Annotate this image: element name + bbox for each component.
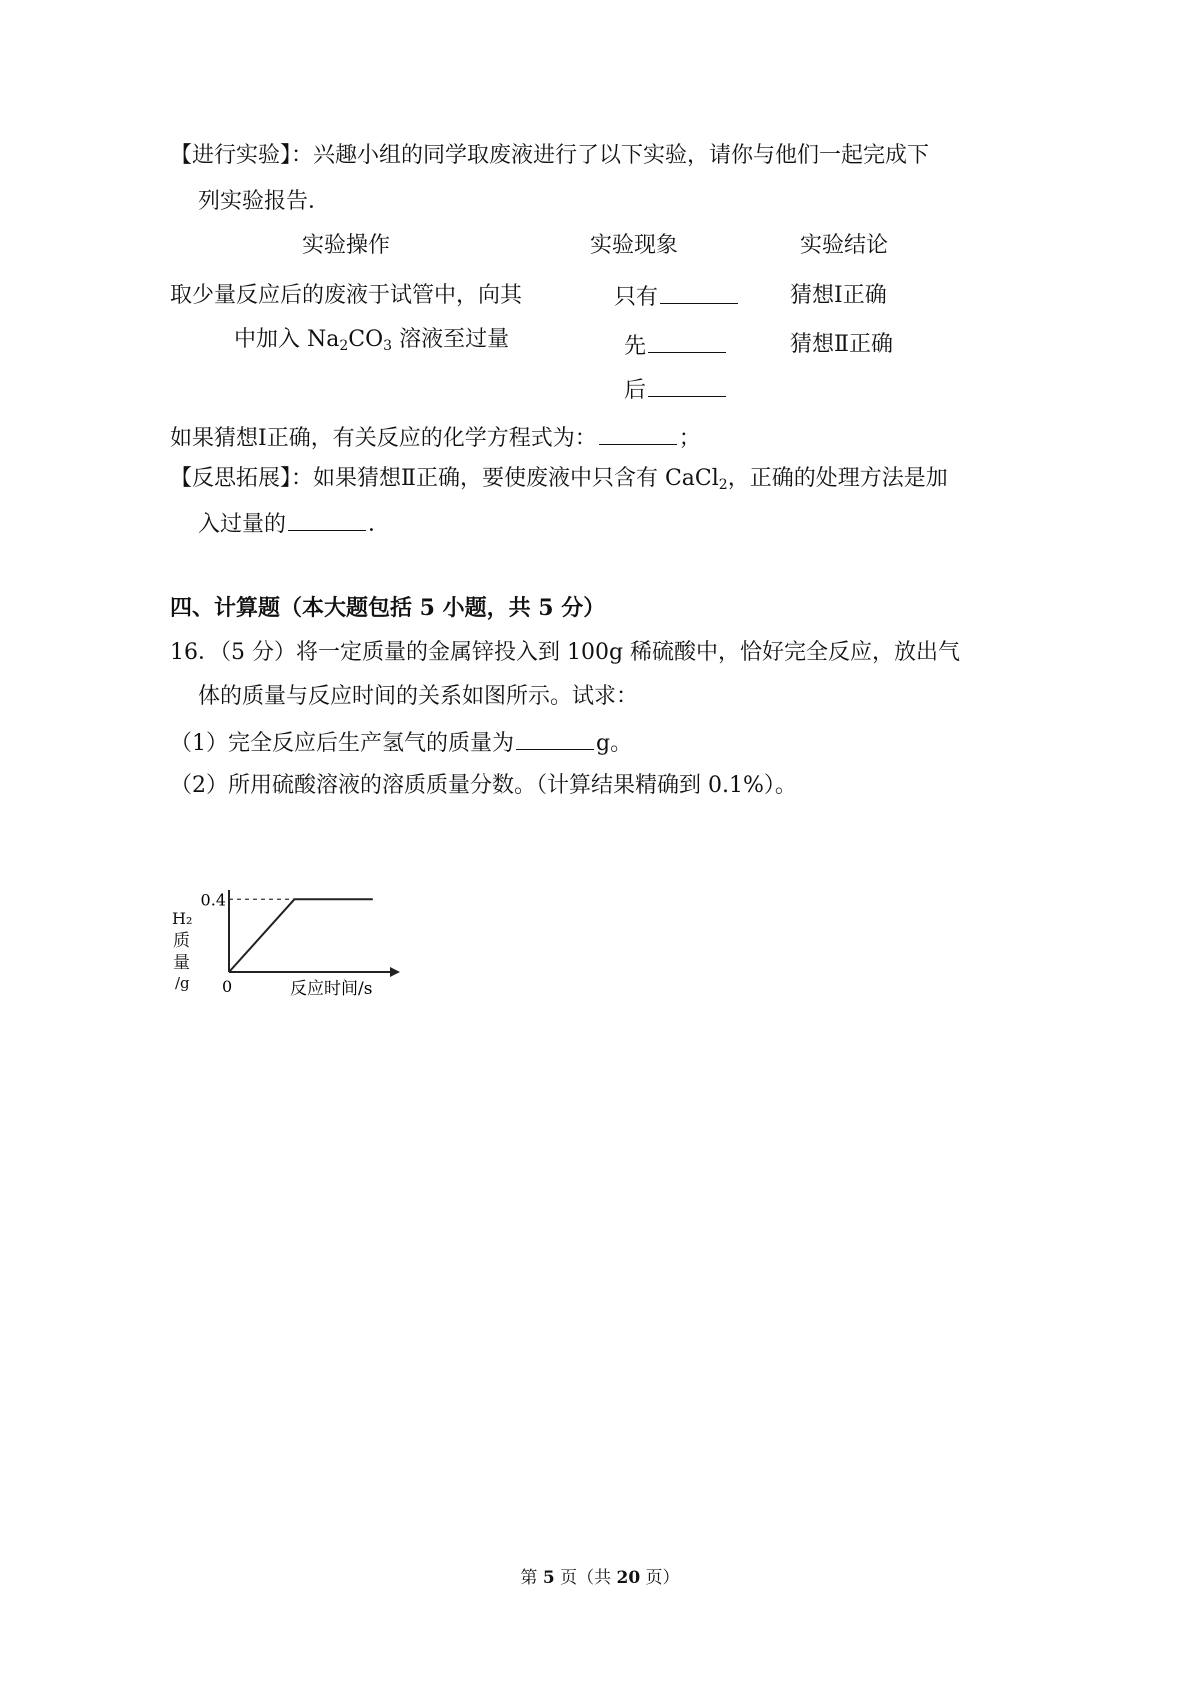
y-tick-label: 0.4: [200, 890, 226, 910]
phenomenon-then: [624, 374, 728, 406]
reflect-line1: [170, 464, 948, 494]
phenomenon-then-blank[interactable]: [648, 374, 726, 397]
footer-middle: 页（共: [554, 1568, 617, 1588]
ylabel-line-2: 质: [173, 931, 190, 951]
operation-sub-1: 2: [339, 338, 349, 354]
part1-unit: g。: [596, 731, 633, 756]
phenomenon-only-blank[interactable]: [660, 281, 738, 304]
conclusion-hypothesis-1: 猜想Ⅰ正确: [790, 283, 887, 308]
operation-line1: 取少量反应后的废液于试管中，向其: [170, 283, 523, 308]
question-16-line1: 16．（5 分）将一定质量的金属锌投入到 100g 稀硫酸中，恰好完全反应，放出气: [170, 640, 961, 665]
page-footer: [0, 1566, 1200, 1590]
ylabel-line-3: 量: [173, 953, 190, 973]
footer-page-number: 5: [542, 1568, 555, 1588]
question-16-part2: （2）所用硫酸溶液的溶质质量分数。（计算结果精确到 0.1%）。: [170, 773, 797, 798]
table-header-conclusion: 实验结论: [800, 233, 889, 258]
experiment-intro-line1: 【进行实验】：兴趣小组的同学取废液进行了以下实验，请你与他们一起完成下: [170, 143, 930, 168]
equation-end: ；: [678, 426, 701, 451]
operation-text-a: 中加入 Na: [234, 327, 340, 352]
operation-text-b: CO: [348, 327, 384, 352]
reflect-sub: 2: [718, 477, 728, 493]
experiment-intro-line2: 列实验报告．: [198, 189, 331, 214]
phenomenon-only: [614, 281, 740, 313]
footer-prefix: 第: [520, 1568, 543, 1588]
hydrogen-mass-chart: [170, 890, 410, 1010]
reflect-line2: [198, 508, 390, 540]
phenomenon-first-label: 先: [624, 334, 647, 359]
phenomenon-then-label: 后: [624, 378, 647, 403]
equation-prompt: 如果猜想Ⅰ正确，有关反应的化学方程式为：: [170, 426, 597, 451]
section-heading-calculation: 四、计算题（本大题包括 5 小题，共 5 分）: [170, 595, 606, 621]
part1-blank[interactable]: [516, 727, 594, 750]
phenomenon-first-blank[interactable]: [648, 330, 726, 353]
reflect-text-a: 【反思拓展】：如果猜想Ⅱ正确，要使废液中只含有 CaCl: [170, 466, 719, 491]
conclusion-hypothesis-2: 猜想Ⅱ正确: [790, 332, 893, 357]
reflect-line2-prefix: 入过量的: [198, 512, 287, 537]
equation-line: [170, 422, 701, 454]
part1-text: （1）完全反应后生产氢气的质量为: [170, 731, 514, 756]
footer-suffix: 页）: [640, 1568, 680, 1588]
table-header-phenomenon: 实验现象: [590, 233, 679, 258]
data-series-line: [229, 899, 373, 972]
reflect-text-b: ，正确的处理方法是加: [727, 466, 948, 491]
table-header-operation: 实验操作: [302, 233, 391, 258]
origin-label: 0: [222, 977, 233, 996]
phenomenon-only-label: 只有: [614, 285, 659, 310]
ylabel-line-1: H₂: [172, 909, 193, 928]
operation-text-c: 溶液至过量: [392, 327, 510, 352]
ylabel-line-4: /g: [175, 974, 190, 992]
reflect-blank[interactable]: [288, 508, 366, 531]
footer-total-pages: 20: [616, 1568, 641, 1588]
y-axis-title: [172, 909, 192, 992]
question-16-part1: [170, 727, 632, 759]
operation-sub-2: 3: [383, 338, 393, 354]
reflect-line2-suffix: ．: [368, 512, 391, 537]
question-16-line2: 体的质量与反应时间的关系如图所示。试求：: [198, 684, 639, 709]
equation-blank[interactable]: [599, 422, 677, 445]
phenomenon-first: [624, 330, 728, 362]
operation-line2: [234, 325, 509, 355]
x-axis-title: 反应时间/s: [290, 979, 373, 999]
